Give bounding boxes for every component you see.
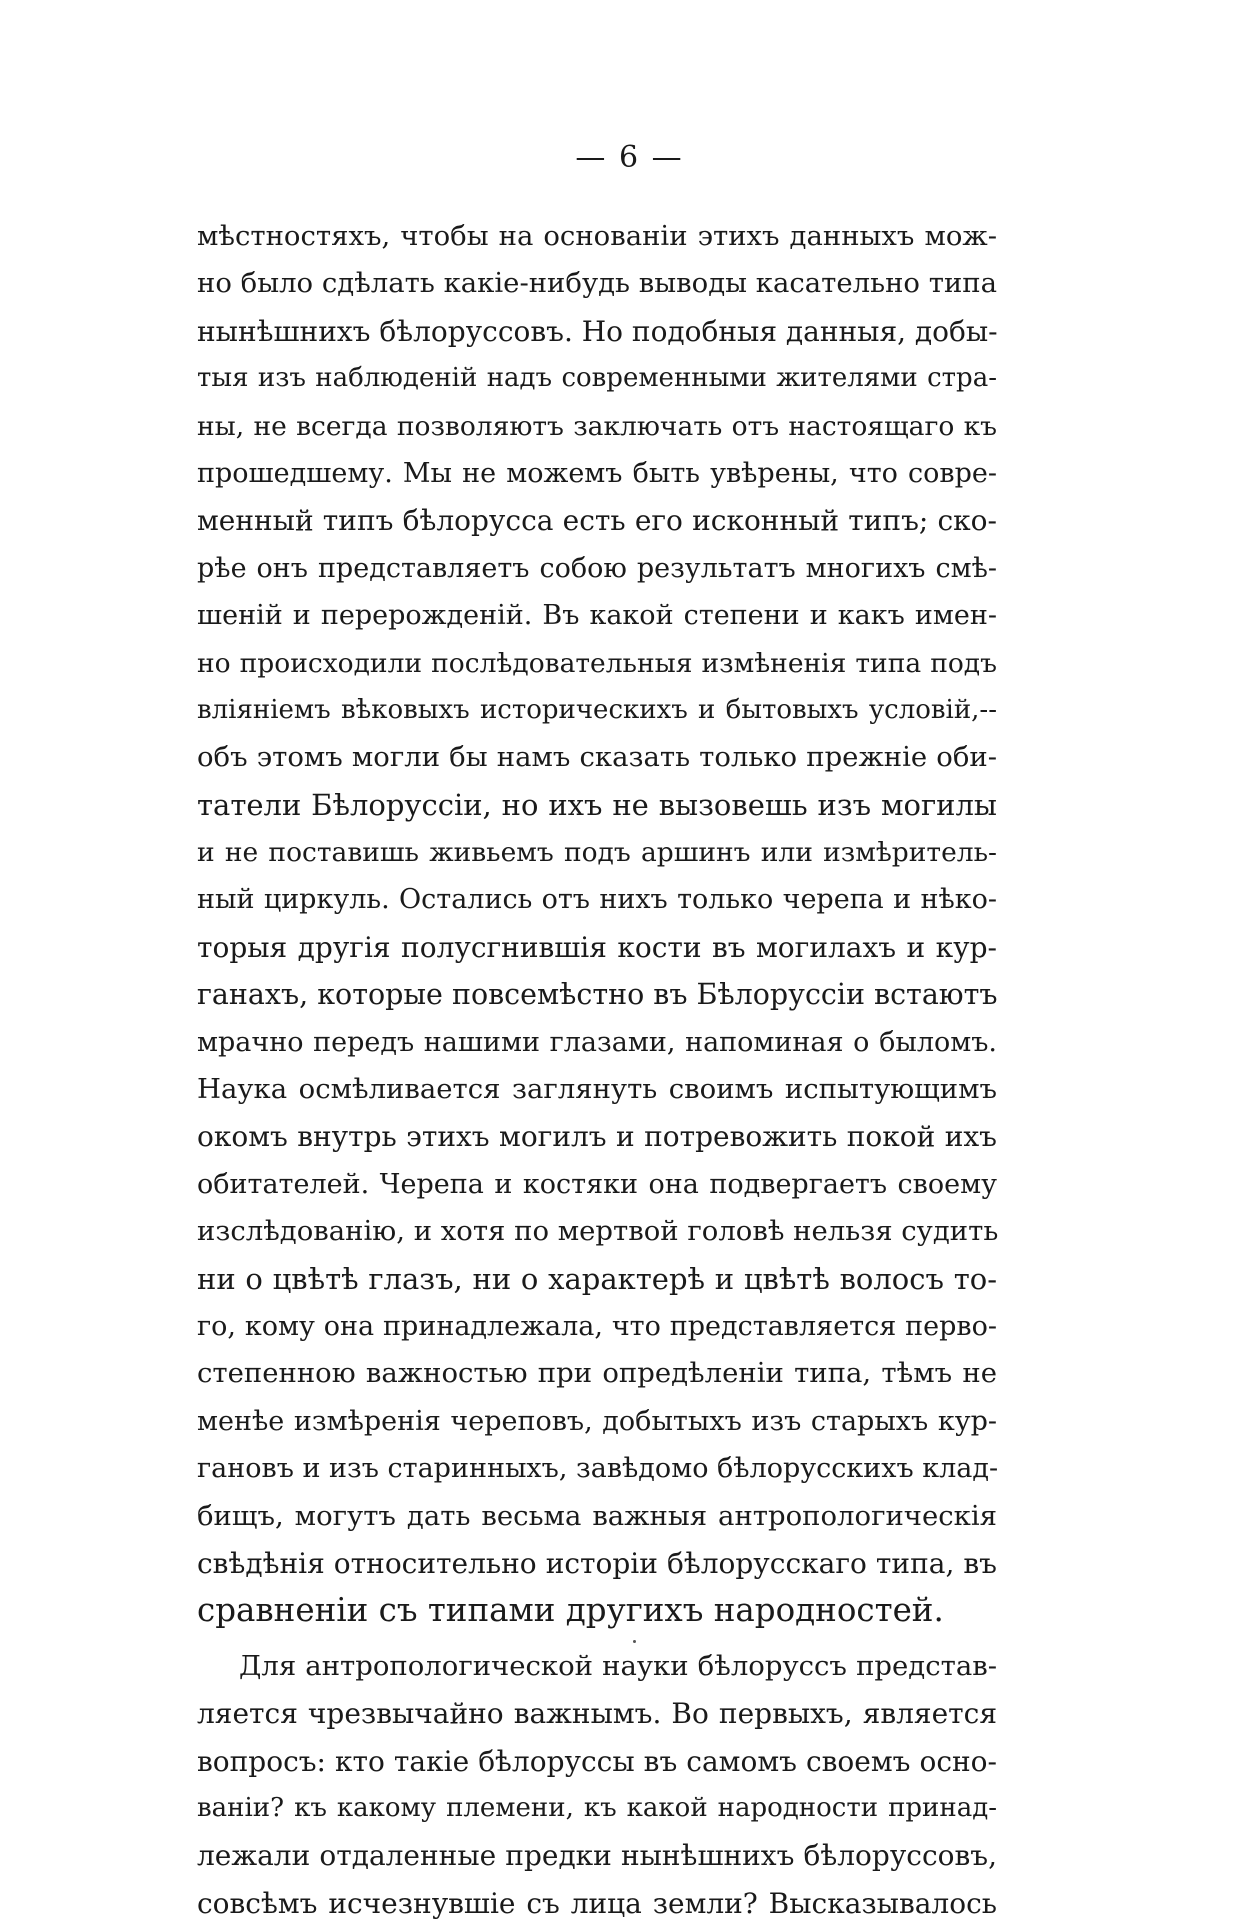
text-line: рѣе онъ представляетъ собою результатъ многихъ смѣ- (197, 552, 997, 584)
page-number: — 6 — (575, 140, 684, 175)
text-line: торыя другiя полусгнившiя кости въ могилахъ и кур- (197, 930, 997, 964)
text-line: окомъ внутрь этихъ могилъ и потревожить покой ихъ (197, 1120, 997, 1154)
text-line: менѣе измѣренiя череповъ, добытыхъ изъ старыхъ кур- (197, 1405, 997, 1437)
paragraph (197, 1643, 997, 1927)
text-line: степенною важностью при опредѣленiи типа, тѣмъ не (197, 1357, 997, 1390)
text-line: изслѣдованiю, и хотя по мертвой головѣ нельзя судить (197, 1215, 999, 1248)
text-line: татели Бѣлоруссiи, но ихъ не вызовешь изъ могилы (197, 787, 997, 822)
text-line: и не поставишь живьемъ подъ аршинъ или измѣритель- (197, 837, 997, 869)
text-line: ный циркуль. Остались отъ нихъ только черепа и нѣко- (197, 884, 997, 916)
text-line: вопросъ: кто такiе бѣлоруссы въ самомъ своемъ осно- (197, 1744, 997, 1778)
text-line: ванiи? къ какому племени, къ какой народности принад- (197, 1792, 997, 1823)
text-line: совсѣмъ исчезнувшiе съ лица земли? Высказывалось (197, 1886, 997, 1920)
text-line: бищъ, могутъ дать весьма важныя антропологическiя (197, 1499, 997, 1532)
text-line: ляется чрезвычайно важнымъ. Во первыхъ, является (197, 1697, 997, 1731)
text-line: лежали отдаленные предки нынѣшнихъ бѣлоруссовъ, (197, 1839, 997, 1873)
body-text (197, 213, 997, 1927)
text-line: сравненiи съ типами другихъ народностей. (197, 1591, 944, 1630)
text-line: мрачно передъ нашими глазами, напоминая о быломъ. (197, 1026, 997, 1058)
text-line: но происходили послѣдовательныя измѣненiя типа подъ (197, 647, 997, 679)
text-line: объ этомъ могли бы намъ сказать только прежнiе оби- (197, 741, 997, 774)
text-line: свѣдѣнiя относительно исторiи бѣлорусскаго типа, въ (197, 1546, 997, 1580)
text-line: Наука осмѣливается заглянуть своимъ испытующимъ (197, 1073, 997, 1106)
text-line: прошедшему. Мы не можемъ быть увѣрены, что совре- (197, 457, 997, 489)
ink-speck (633, 1640, 636, 1643)
text-line: но было сдѣлать какiе-нибудь выводы касательно типа (197, 267, 997, 300)
text-line: менный типъ бѣлорусса есть его исконный типъ; ско- (197, 504, 997, 538)
text-line: тыя изъ наблюденiй надъ современными жителями стра- (197, 363, 997, 394)
text-line: мѣстностяхъ, чтобы на основанiи этихъ данныхъ мож- (197, 220, 997, 252)
text-line: ни о цвѣтѣ глазъ, ни о характерѣ и цвѣтѣ волосъ то- (197, 1261, 997, 1296)
text-line: шенiй и перерожденiй. Въ какой степени и какъ имен- (197, 600, 997, 632)
text-line: го, кому она принадлежала, что представляется перво- (197, 1310, 997, 1342)
text-line: ганахъ, которые повсемѣстно въ Бѣлоруссiи встаютъ (197, 978, 998, 1012)
paragraph (197, 213, 997, 1635)
text-line: влiянiемъ вѣковыхъ историческихъ и бытовыхъ условiй,-- (197, 694, 997, 725)
paragraph-gap (197, 1635, 997, 1643)
text-line: обитателей. Черепа и костяки она подвергаетъ своему (197, 1168, 997, 1200)
text-line: Для антропологической науки бѣлоруссъ представ- (239, 1649, 997, 1682)
text-line: гановъ и изъ старинныхъ, завѣдомо бѣлорусскихъ клад- (197, 1453, 999, 1485)
text-line: ны, не всегда позволяютъ заключать отъ настоящаго къ (197, 410, 997, 442)
text-line: нынѣшнихъ бѣлоруссовъ. Но подобныя данныя, добы- (197, 314, 998, 348)
